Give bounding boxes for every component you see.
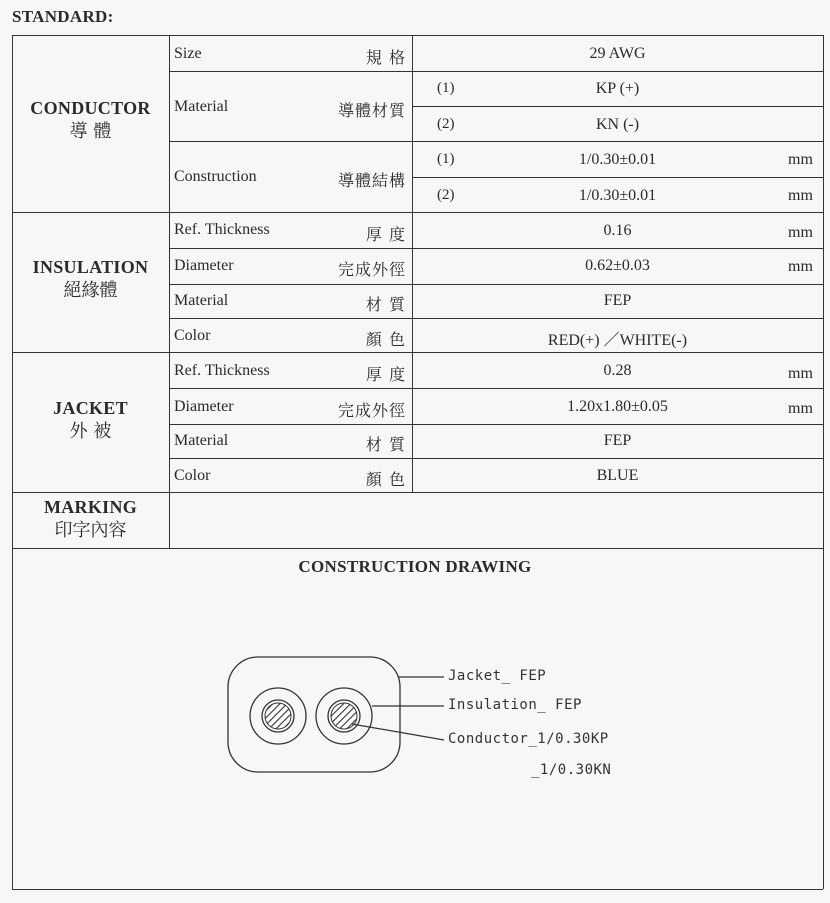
conductor-size-label: Size <box>174 45 202 62</box>
jacket-diameter-value: 1.20x1.80±0.05 <box>567 398 668 415</box>
conductor-construction-value-2: 1/0.30±0.01 <box>578 187 657 204</box>
jacket-callout: Jacket_ FEP <box>448 668 547 684</box>
conductor-construction-zh: 導體結構 <box>337 171 406 190</box>
insulation-diameter-value: 0.62±0.03 <box>585 257 650 274</box>
insulation-section-header: INSULATION 絕緣體 <box>32 257 149 301</box>
conductor-callout-2: _1/0.30KN <box>531 762 612 778</box>
jacket-color-label: Color <box>174 467 211 484</box>
marking-section-header: MARKING 印字內容 <box>43 497 138 541</box>
conductor-material-index-2: (2) <box>437 116 455 132</box>
insulation-material-value: FEP <box>603 292 632 309</box>
conductor-construction-index-1: (1) <box>437 151 455 167</box>
insulation-thickness-value: 0.16 <box>603 222 632 239</box>
insulation-thickness-zh: 厚 度 <box>365 225 406 244</box>
jacket-diameter-zh: 完成外徑 <box>337 401 406 420</box>
construction-drawing-title: CONSTRUCTION DRAWING <box>298 557 532 576</box>
insulation-callout: Insulation_ FEP <box>448 697 582 713</box>
insulation-color-label: Color <box>174 327 211 344</box>
insulation-color-value: RED(+) ／WHITE(-) <box>547 332 688 349</box>
insulation-material-zh: 材 質 <box>365 295 406 314</box>
conductor-material-value-2: KN (-) <box>595 116 640 133</box>
conductor-right <box>331 703 357 729</box>
conductor-size-value: 29 AWG <box>589 45 646 62</box>
conductor-construction-unit-1: mm <box>788 151 813 168</box>
jacket-section-header: JACKET 外 被 <box>53 398 128 442</box>
jacket-diameter-label: Diameter <box>174 398 234 415</box>
jacket-color-zh: 顏 色 <box>365 470 406 489</box>
conductor-material-zh: 導體材質 <box>337 101 406 120</box>
conductor-section-header: CONDUCTOR 導 體 <box>30 98 151 142</box>
conductor-size-zh: 規 格 <box>365 48 406 67</box>
insulation-thickness-unit: mm <box>788 224 813 241</box>
jacket-thickness-value: 0.28 <box>603 362 632 379</box>
conductor-construction-index-2: (2) <box>437 187 455 203</box>
conductor-material-label: Material <box>174 98 229 115</box>
jacket-color-value: BLUE <box>596 467 639 484</box>
jacket-material-label: Material <box>174 432 229 449</box>
jacket-material-zh: 材 質 <box>365 435 406 454</box>
page-title: STANDARD: <box>12 7 114 26</box>
jacket-thickness-label: Ref. Thickness <box>174 362 270 379</box>
insulation-material-label: Material <box>174 292 229 309</box>
conductor-material-value-1: KP (+) <box>595 80 640 97</box>
conductor-construction-value-1: 1/0.30±0.01 <box>578 151 657 168</box>
insulation-diameter-unit: mm <box>788 258 813 275</box>
jacket-outline <box>228 657 400 772</box>
conductor-left <box>265 703 291 729</box>
conductor-construction-label: Construction <box>174 168 257 185</box>
conductor-leader <box>352 724 444 740</box>
insulation-color-zh: 顏 色 <box>365 330 406 349</box>
insulation-thickness-label: Ref. Thickness <box>174 221 270 238</box>
insulation-diameter-label: Diameter <box>174 257 234 274</box>
conductor-material-index-1: (1) <box>437 80 455 96</box>
conductor-construction-unit-2: mm <box>788 187 813 204</box>
conductor-callout-1: Conductor_1/0.30KP <box>448 731 609 747</box>
insulation-diameter-zh: 完成外徑 <box>337 260 406 279</box>
jacket-material-value: FEP <box>603 432 632 449</box>
jacket-diameter-unit: mm <box>788 400 813 417</box>
jacket-thickness-unit: mm <box>788 365 813 382</box>
jacket-thickness-zh: 厚 度 <box>365 365 406 384</box>
